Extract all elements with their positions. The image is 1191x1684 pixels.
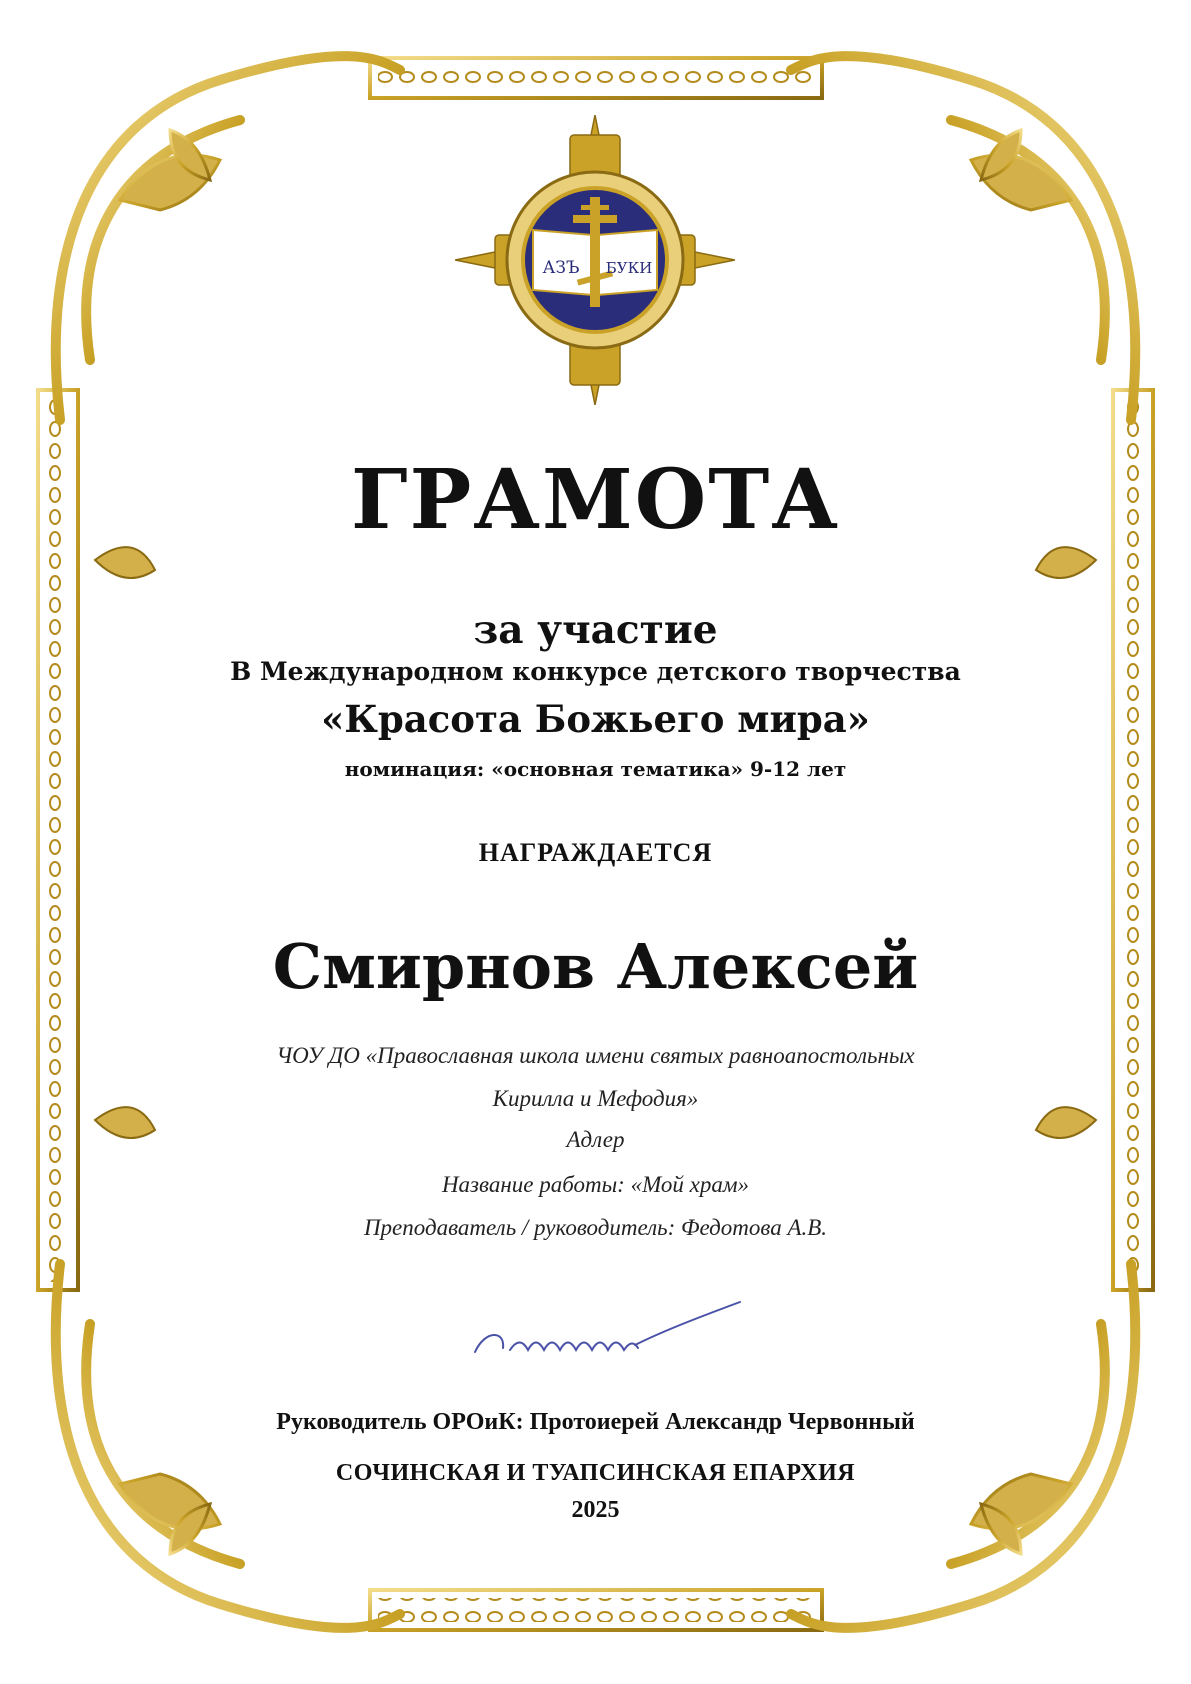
awarded-heading: НАГРАЖДАЕТСЯ	[478, 838, 713, 867]
recipient-name: Смирнов Алексей	[272, 930, 919, 1003]
emblem-right-glyphs: БУКИ	[605, 259, 653, 277]
year-line: 2025	[571, 1497, 620, 1523]
nomination-line: номинация: «основная тематика» 9-12 лет	[344, 757, 847, 781]
eparchy-name: СОЧИНСКАЯ И ТУАПСИНСКАЯ ЕПАРХИЯ	[335, 1460, 856, 1486]
emblem-left-glyphs: АЗЪ	[542, 258, 580, 278]
corner-ornament-bottom-right	[791, 1264, 1135, 1628]
head-signatory-line: Руководитель ОРОиК: Протоиерей Александр Червонный	[276, 1409, 915, 1435]
school-line-2: Кирилла и Мефодия»	[492, 1086, 699, 1111]
contest-name: «Красота Божьего мира»	[321, 697, 870, 741]
corner-ornament-top-right	[791, 56, 1135, 420]
corner-ornament-bottom-left	[56, 1264, 400, 1628]
corner-ornament-top-left	[56, 56, 400, 420]
teacher-line: Преподаватель / руководитель: Федотова А.В.	[363, 1215, 828, 1240]
bottom-border-beads	[378, 1598, 814, 1622]
top-border-beads	[378, 66, 814, 90]
for-participation-line: за участие	[473, 607, 718, 653]
school-line-1: ЧОУ ДО «Православная школа имени святых равноапостольных	[276, 1043, 915, 1068]
handwritten-signature	[465, 1290, 745, 1380]
city-line: Адлер	[566, 1127, 625, 1152]
eparchy-emblem	[455, 115, 735, 405]
certificate-title: ГРАМОТА	[350, 452, 841, 548]
work-title-line: Название работы: «Мой храм»	[441, 1172, 750, 1197]
contest-line: В Международном конкурсе детского творчества	[230, 657, 961, 686]
